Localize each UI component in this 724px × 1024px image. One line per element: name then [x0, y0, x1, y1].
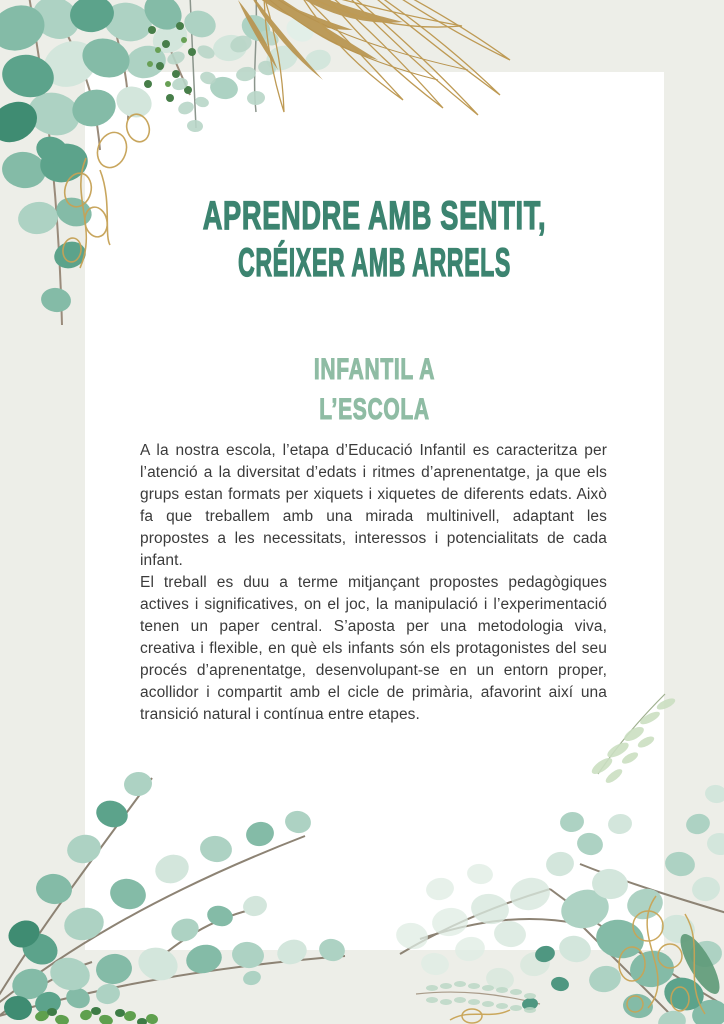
- subtitle-line-2: L’ESCOLA: [319, 392, 430, 426]
- section-heading: [85, 350, 664, 430]
- title-line-1: APRENDRE AMB SENTIT,: [202, 193, 547, 238]
- body-text: [140, 440, 607, 726]
- body-paragraph-1: A la nostra escola, l’etapa d’Educació Infantil es caracteritza per l’atenció a la diversitat d’edats i ritmes d’aprenentatge, ja que els grups estan formats per xiquets i xiquetes de diferents edats. Això fa que treballem amb una mirada multinivell, adaptant les propostes a les necessitats, interessos i potencialitats de cada infant.: [140, 442, 607, 569]
- body-paragraph-2: El treball es duu a terme mitjançant propostes pedagògiques actives i significatives, on el joc, la manipulació i l’experimentació tenen un paper central. S’aposta per una metodologia viva, creativa i flexible, en què els infants són els protagonistes del seu procés d’aprenentatge, desenvolupant-se en un entorn proper, acollidor i compartit amb el cicle de primària, afavorint així una transició natural i contínua entre etapes.: [140, 574, 607, 723]
- title-line-2: CRÉIXER AMB ARRELS: [238, 240, 511, 285]
- poster-content: [85, 72, 664, 950]
- poster-title: [85, 193, 664, 287]
- subtitle-line-1: INFANTIL A: [313, 352, 436, 386]
